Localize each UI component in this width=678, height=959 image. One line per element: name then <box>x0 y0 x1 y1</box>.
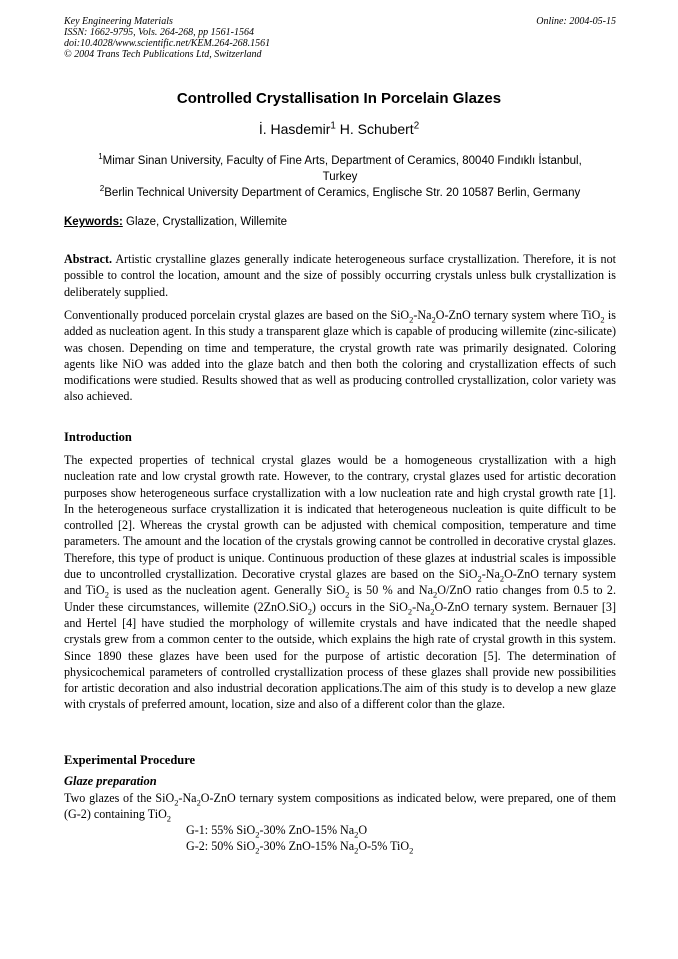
text: is added as nucleation agent. In this study a transparent glaze which is capable of producing willemite (zinc-silicate) was chosen. Depending on time and temperature, the crystal growth rate was primarily designated. Coloring agents like NiO was added into the glaze batch and then both the coloring and crystallization effects of such modifications were studied. Results showed that as well as producing controlled crystallization, color variety was also achieved. <box>64 308 616 404</box>
text: Two glazes of the SiO <box>64 791 175 805</box>
subsection-heading-glaze-preparation: Glaze preparation <box>64 774 157 788</box>
affil-text: Berlin Technical University Department of Ceramics, Englische Str. 20 10587 Berlin, Germany <box>104 187 581 199</box>
subscript: 2 <box>409 314 414 325</box>
journal-header <box>64 16 616 60</box>
abstract-paragraph-2 <box>64 307 616 405</box>
issn-line: ISSN: 1662-9795, Vols. 264-268, pp 1561-1564 <box>64 27 254 38</box>
text: O <box>358 823 368 837</box>
text: is used as the nucleation agent. Generally SiO <box>108 583 346 598</box>
text: -Na <box>481 567 500 582</box>
affil-text: Turkey <box>322 171 358 183</box>
text: G-2: 50% SiO <box>186 839 256 853</box>
online-date: Online: 2004-05-15 <box>536 16 616 27</box>
text: ) occurs in the SiO <box>311 599 408 614</box>
subscript: 2 <box>409 845 414 856</box>
subscript: 2 <box>433 589 438 600</box>
subscript: 2 <box>166 813 172 824</box>
introduction-paragraph <box>64 452 616 713</box>
text: O-ZnO ternary system compositions as indicated below, were prepared, one of them (G-2) containing TiO <box>64 791 616 822</box>
subscript: 2 <box>600 314 605 325</box>
keywords-text: Glaze, Crystallization, Willemite <box>126 216 288 228</box>
text: is 50 % and Na <box>349 583 434 598</box>
text: -Na <box>413 308 432 322</box>
affiliation-1 <box>64 153 616 185</box>
text: O-ZnO ternary system where TiO <box>435 308 601 322</box>
section-heading-experimental: Experimental Procedure <box>64 753 196 767</box>
keywords-label: Keywords: <box>64 216 123 228</box>
author-name: İ. Hasdemir <box>258 121 331 137</box>
doi-line: doi:10.4028/www.scientific.net/KEM.264-268.1561 <box>64 38 271 49</box>
subscript: 2 <box>431 314 436 325</box>
text: Conventionally produced porcelain crystal glazes are based on the SiO <box>64 308 410 322</box>
subscript: 2 <box>255 829 260 840</box>
subscript: 2 <box>354 829 359 840</box>
subscript: 2 <box>477 573 482 584</box>
experimental-paragraph <box>64 790 616 823</box>
affil-mark: 1 <box>98 152 103 162</box>
paper-title: Controlled Crystallisation In Porcelain Glazes <box>176 90 502 107</box>
journal-name: Key Engineering Materials <box>64 16 173 27</box>
subscript: 2 <box>407 606 413 617</box>
subscript: 2 <box>196 797 201 808</box>
abstract-label: Abstract. <box>64 252 113 266</box>
author-name: H. Schubert <box>339 121 414 137</box>
text: O-ZnO ternary system and TiO <box>64 567 616 598</box>
subscript: 2 <box>430 606 435 617</box>
text: O/ZnO ratio changes from 0.5 to 2. Under these circumstances, willemite (2ZnO.SiO <box>64 583 617 614</box>
text: -Na <box>412 599 431 614</box>
glaze-formula-g2 <box>186 838 413 854</box>
text: -30% ZnO-15% Na <box>259 823 355 837</box>
copyright-line: © 2004 Trans Tech Publications Ltd, Switzerland <box>64 49 262 60</box>
affil-mark: 2 <box>99 184 105 194</box>
text: The expected properties of technical crystal glazes would be a homogeneous crystallization with a high nucleation rate and low crystal growth rate. However, to the contrary, crystal glazes used for artistic decoration purposes show heterogeneous surface crystallization with a low nucleation rate and high crystal growth rate [1]. In the heterogeneous surface crystallization it is indicated that heterogeneous nucleation is quite difficult to be controlled [2]. Whereas the crystal growth can be adjusted with chemical composition, temperature and time parameters. The amount and the location of the crystals growing cannot be controlled in decorative crystal glazes. Therefore, this type of product is unique. Continuous production of these glazes at industrial scales is impossible due to uncontrolled crystallization. Decorative crystal glazes are based on the SiO <box>64 453 616 582</box>
subscript: 2 <box>354 845 359 856</box>
subscript: 2 <box>104 589 109 600</box>
keywords <box>64 216 616 228</box>
text: G-1: 55% SiO <box>186 823 256 837</box>
author-affil-mark: 1 <box>330 120 336 132</box>
abstract-text: Artistic crystalline glazes generally indicate heterogeneous surface crystallization. Therefore, it is not possible to control the location, amount and the size of possibly occurring crystals unless bulk crystallization is deliberately supplied. <box>64 252 616 299</box>
author-affil-mark: 2 <box>413 120 420 132</box>
affiliation-2 <box>64 185 616 201</box>
text: O-5% TiO <box>358 839 410 853</box>
author-list <box>0 121 678 137</box>
abstract-paragraph <box>64 251 616 300</box>
affil-text: Mimar Sinan University, Faculty of Fine Arts, Department of Ceramics, 80040 Fındıklı İstanbul, <box>102 155 582 167</box>
subscript: 2 <box>345 589 350 600</box>
subscript: 2 <box>499 573 505 584</box>
section-heading-introduction: Introduction <box>64 430 132 444</box>
glaze-formula-g1 <box>186 822 367 838</box>
text: -Na <box>178 791 197 805</box>
subscript: 2 <box>255 845 260 856</box>
subscript: 2 <box>307 606 312 617</box>
text: -30% ZnO-15% Na <box>259 839 355 853</box>
text: O-ZnO ternary system. Bernauer [3] and Hertel [4] have studied the morphology of willemite crystals and have indicated that the needle shaped crystals grew from a common center to the outside, which explains the high rate of crystal growth in this system. Since 1890 these glazes have been used for the purpose of artistic decoration [5]. The determination of physicochemical parameters of controlled crystallization process of these glazes shall provide new possibilities for artistic decoration and also industrial decoration applications.The aim of this study is to develop a new glaze with crystals of preferred amount, location, size and also of a different color than the glaze. <box>64 599 616 712</box>
subscript: 2 <box>174 797 179 808</box>
